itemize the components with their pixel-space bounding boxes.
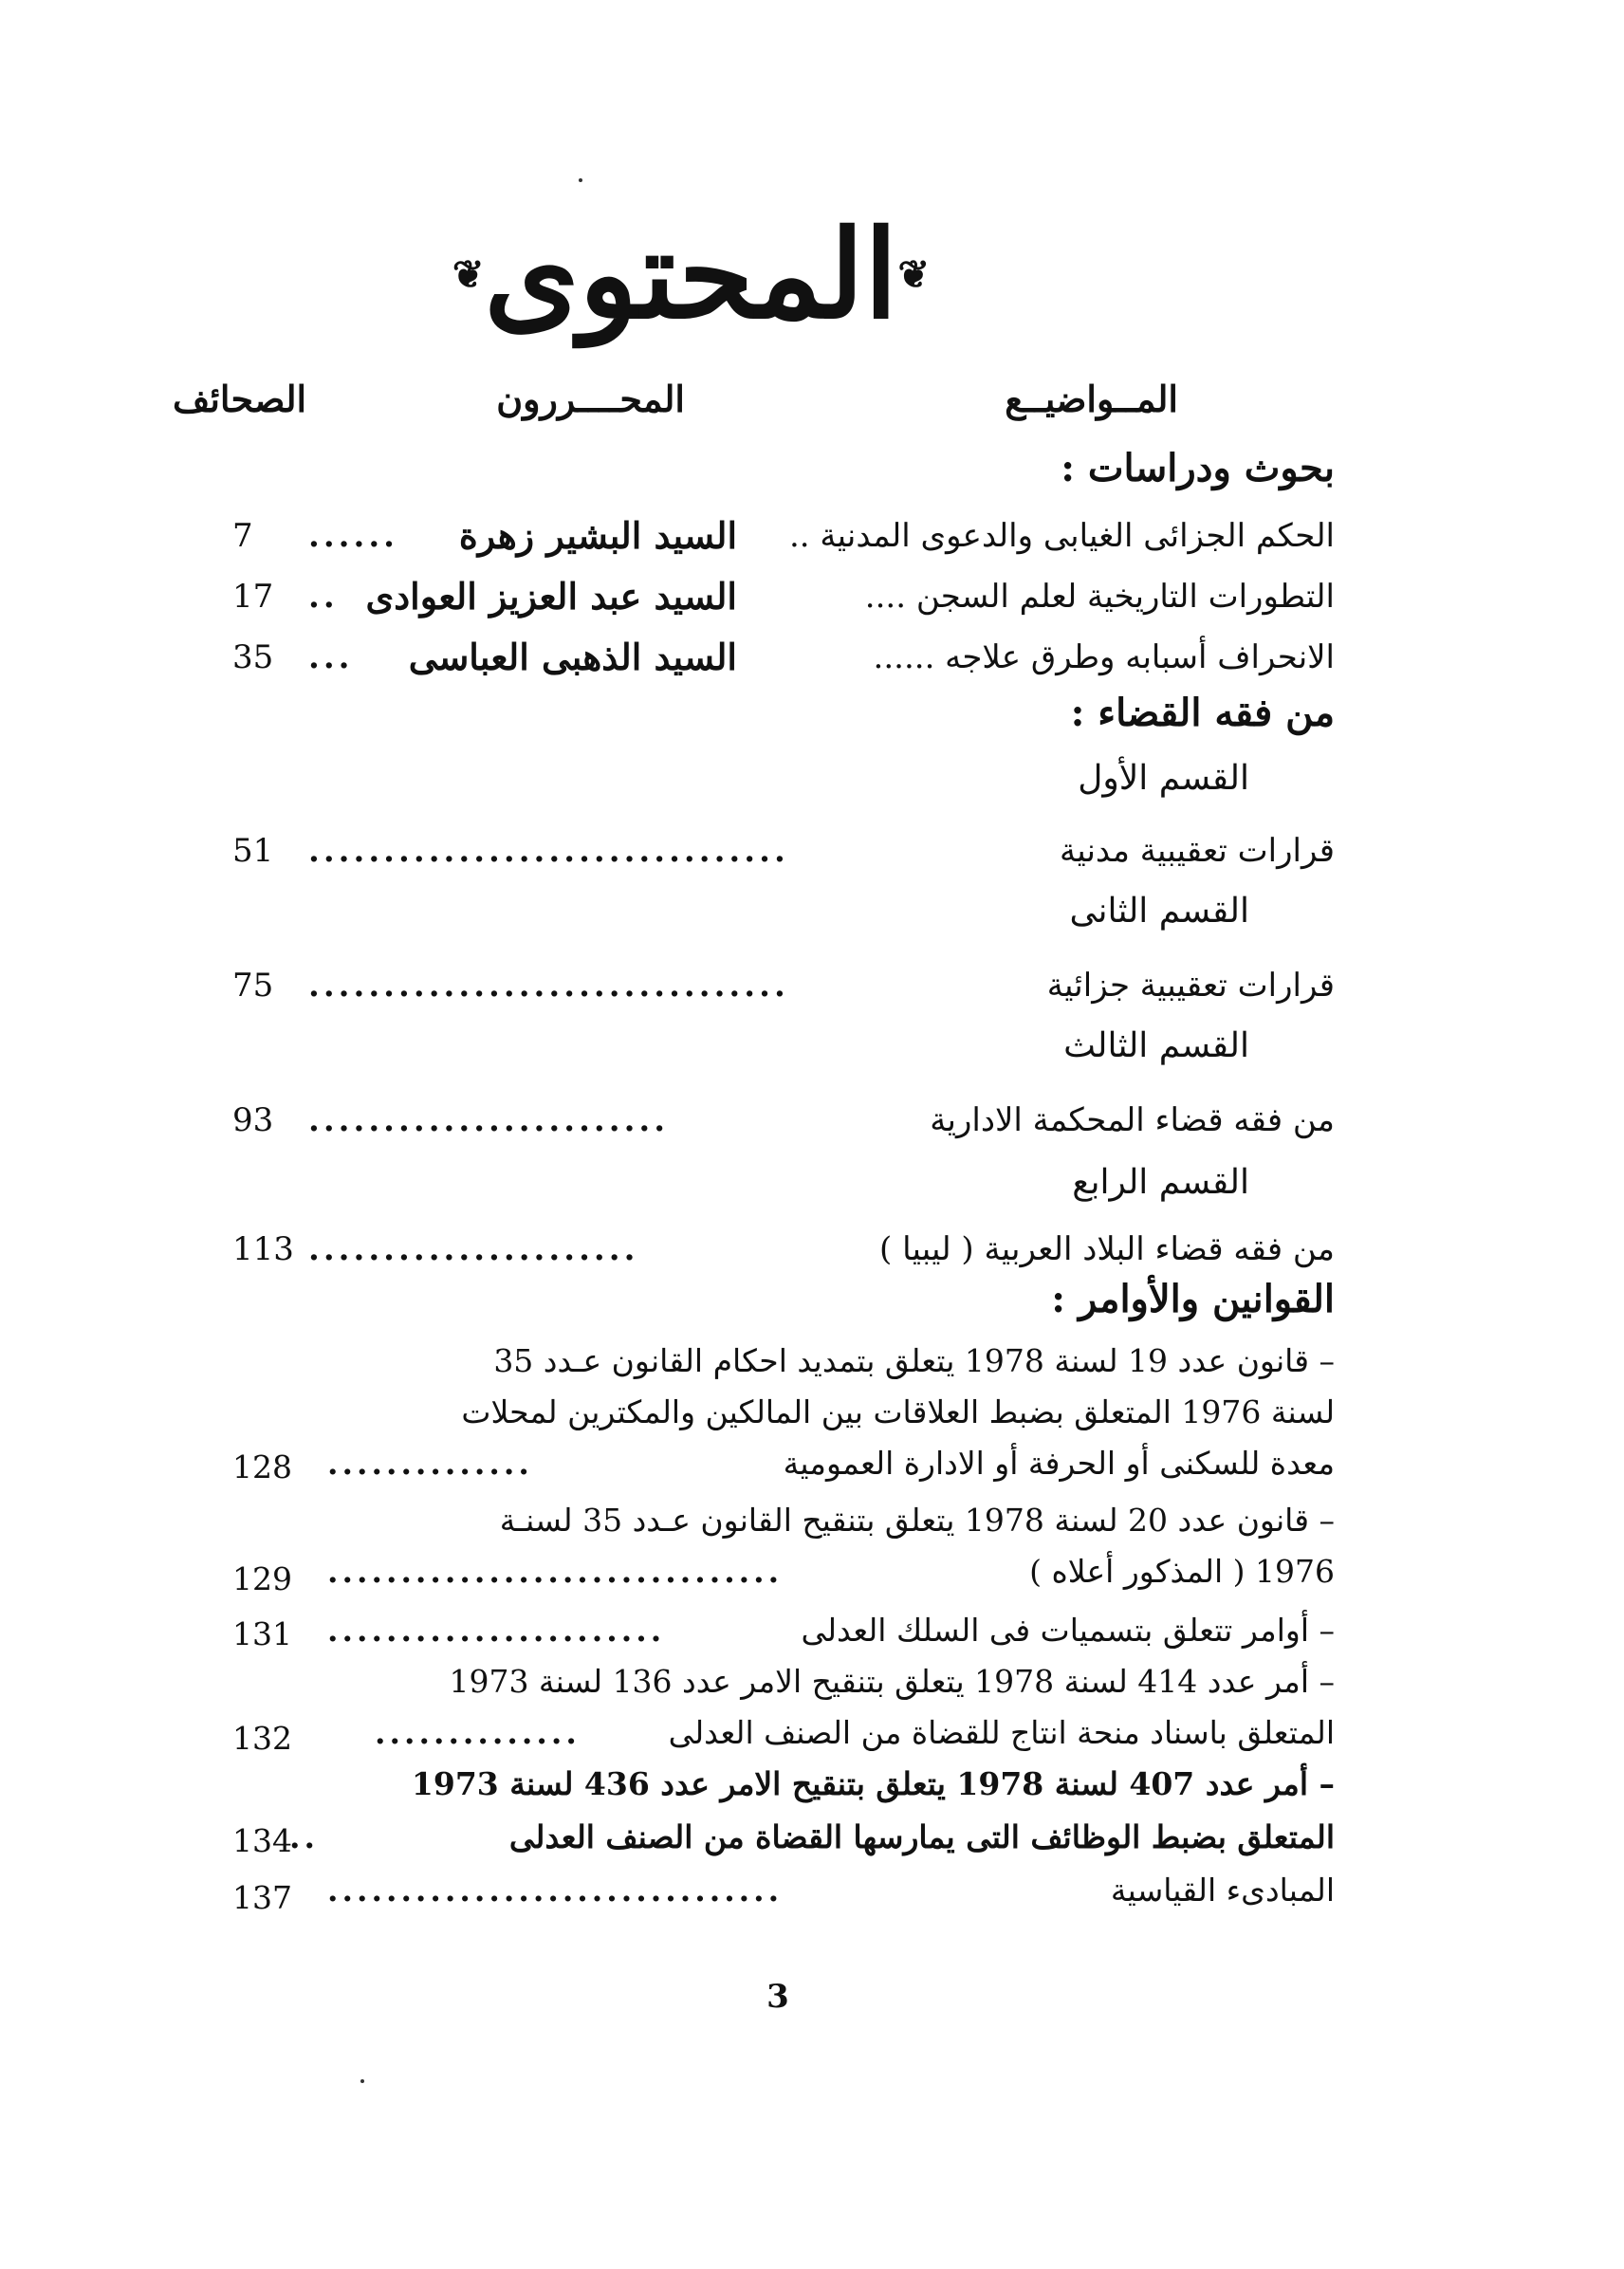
toc-page-number: 113 bbox=[232, 1230, 294, 1268]
toc-subject: قرارات تعقيبية مدنية bbox=[1059, 832, 1335, 870]
toc-subject: الحكم الجزائى الغيابى والدعوى المدنية .. bbox=[789, 517, 1335, 555]
toc-page-number: 134 bbox=[232, 1822, 292, 1859]
section-heading-jurisprudence: من فقه القضاء : bbox=[1070, 691, 1335, 735]
law-text-line: – أمر عدد 407 لسنة 1978 يتعلق بتنقيح الامر عدد 436 لسنة 1973 bbox=[411, 1765, 1335, 1802]
toc-author: السيد البشير زهرة bbox=[458, 514, 737, 557]
toc-subject: من فقه قضاء المحكمة الادارية bbox=[930, 1101, 1335, 1139]
dot-leader: ............................... bbox=[327, 1553, 784, 1590]
dot-leader: ............................... bbox=[327, 1872, 784, 1909]
toc-author: السيد عبد العزيز العوادى bbox=[365, 575, 737, 618]
law-entry bbox=[232, 1759, 1335, 1869]
part-heading: القسم الرابع bbox=[1072, 1163, 1249, 1202]
toc-row bbox=[232, 571, 1335, 622]
law-text-line: – قانون عدد 19 لسنة 1978 يتعلق بتمديد احكام القانون عـدد 35 bbox=[493, 1342, 1335, 1379]
law-text-line: لسنة 1976 المتعلق بضبط العلاقات بين المالكين والمكترين لمحلات bbox=[461, 1393, 1335, 1430]
dot-leader: ...... bbox=[308, 517, 399, 555]
toc-row bbox=[232, 632, 1335, 683]
toc-page-number: 7 bbox=[232, 517, 253, 555]
dot-leader: .. bbox=[289, 1818, 319, 1855]
toc-page-number: 132 bbox=[232, 1720, 292, 1757]
toc-row bbox=[232, 510, 1335, 562]
part-heading: القسم الثالث bbox=[1063, 1026, 1249, 1065]
toc-page-number: 93 bbox=[232, 1101, 274, 1139]
ornament-icon: ❦ bbox=[452, 252, 485, 297]
page-title: ❦المحتوى❦ bbox=[452, 204, 930, 346]
dot-leader: ........................ bbox=[308, 1101, 670, 1139]
toc-page-number: 129 bbox=[232, 1560, 292, 1597]
column-header-subjects: المــواضيــع bbox=[1005, 378, 1178, 420]
toc-subject: الانحراف أسبابه وطرق علاجه ...... bbox=[873, 638, 1335, 676]
dot-leader: ................................ bbox=[308, 967, 789, 1005]
dot-leader: .............. bbox=[375, 1714, 581, 1751]
page-number: 3 bbox=[766, 1978, 789, 2016]
toc-row bbox=[232, 1095, 1335, 1146]
law-entry bbox=[232, 1495, 1335, 1605]
law-text-line: المبادىء القياسية bbox=[1110, 1872, 1335, 1909]
toc-page-number: 35 bbox=[232, 638, 274, 676]
law-text-line: – قانون عدد 20 لسنة 1978 يتعلق بتنقيح القانون عـدد 35 لسنـة bbox=[499, 1502, 1335, 1539]
toc-row bbox=[232, 960, 1335, 1011]
law-entry bbox=[232, 1605, 1335, 1662]
dot-leader: .. bbox=[308, 578, 339, 616]
law-text-line: 1976 ( المذكور أعلاه ) bbox=[1029, 1553, 1335, 1590]
toc-page-number: 131 bbox=[232, 1615, 292, 1652]
law-entry bbox=[232, 1656, 1335, 1766]
toc-row bbox=[232, 1224, 1335, 1275]
toc-page-number: 51 bbox=[232, 832, 274, 870]
toc-row bbox=[232, 825, 1335, 876]
toc-subject: قرارات تعقيبية جزائية bbox=[1046, 967, 1335, 1005]
toc-subject: التطورات التاريخية لعلم السجن .... bbox=[864, 578, 1335, 616]
toc-page-number: 17 bbox=[232, 578, 274, 616]
section-heading-laws: القوانين والأوامر : bbox=[1051, 1277, 1335, 1321]
law-text-line: معدة للسكنى أو الحرفة أو الادارة العمومية bbox=[783, 1445, 1335, 1482]
law-text-line: – أمر عدد 414 لسنة 1978 يتعلق بتنقيح الامر عدد 136 لسنة 1973 bbox=[449, 1663, 1335, 1700]
column-header-editors: المحــــررون bbox=[496, 378, 685, 420]
law-text-line: المتعلق باسناد منحة انتاج للقضاة من الصنف العدلى bbox=[668, 1714, 1335, 1751]
dot-leader: ...................... bbox=[308, 1230, 639, 1268]
part-heading: القسم الأول bbox=[1078, 759, 1249, 798]
toc-subject: من فقه قضاء البلاد العربية ( ليبيا ) bbox=[879, 1230, 1335, 1268]
scan-speck bbox=[579, 178, 582, 182]
toc-page-number: 75 bbox=[232, 967, 274, 1005]
dot-leader: ................................ bbox=[308, 832, 789, 870]
toc-page-number: 128 bbox=[232, 1448, 292, 1485]
toc-author: السيد الذهبى العباسى bbox=[408, 636, 737, 678]
section-heading-studies: بحوث ودراسات : bbox=[1061, 446, 1335, 490]
law-entry bbox=[232, 1865, 1335, 1922]
law-text-line: – أوامر تتعلق بتسميات فى السلك العدلى bbox=[801, 1612, 1335, 1649]
part-heading: القسم الثانى bbox=[1069, 892, 1249, 931]
toc-page-number: 137 bbox=[232, 1879, 292, 1916]
ornament-icon: ❦ bbox=[897, 252, 930, 297]
dot-leader: ....................... bbox=[327, 1612, 666, 1649]
law-entry bbox=[232, 1336, 1335, 1497]
law-text-line: المتعلق بضبط الوظائف التى يمارسها القضاة من الصنف العدلى bbox=[508, 1818, 1335, 1855]
column-header-pages: الصحائف bbox=[173, 378, 307, 420]
dot-leader: .............. bbox=[327, 1445, 533, 1482]
scan-speck bbox=[360, 2079, 364, 2083]
dot-leader: ... bbox=[308, 638, 354, 676]
